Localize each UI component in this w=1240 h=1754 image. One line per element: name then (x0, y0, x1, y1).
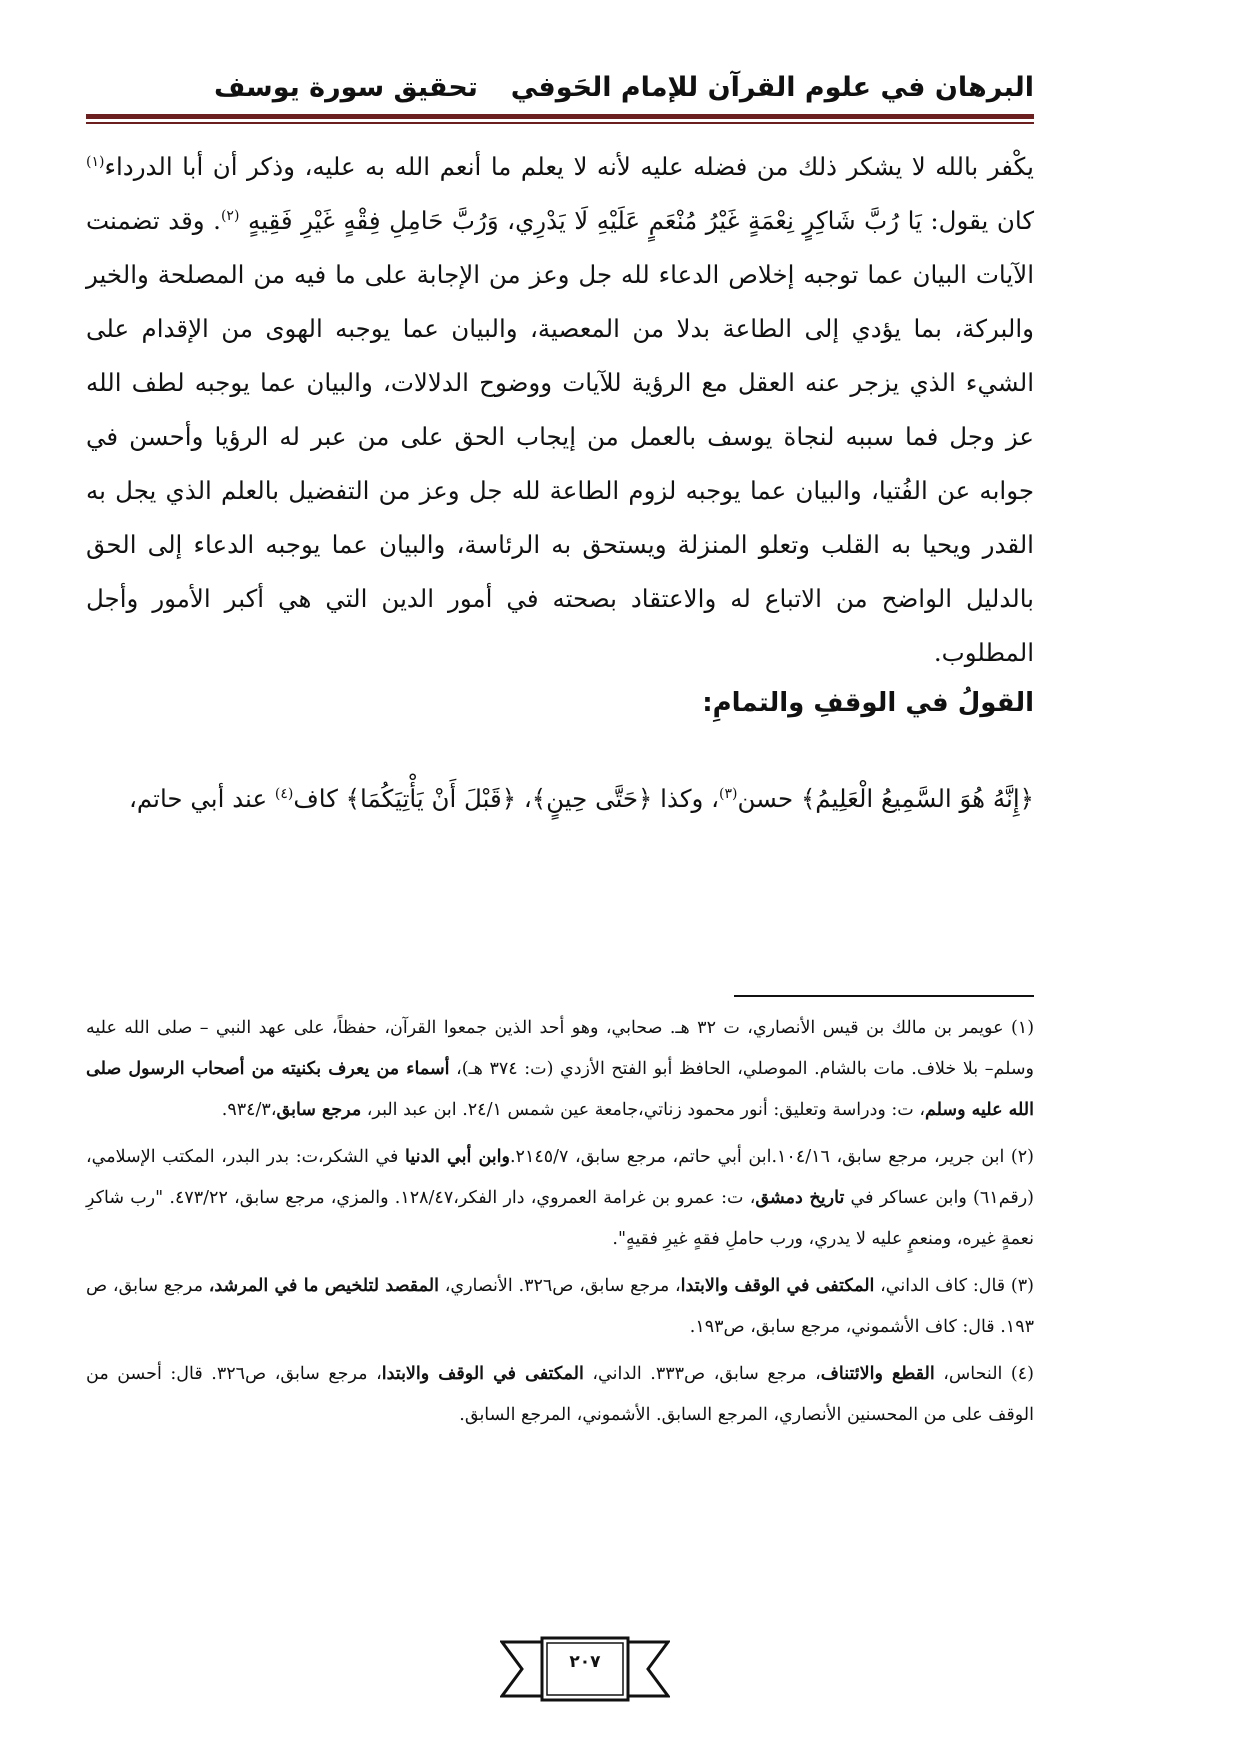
footnote-2-text: (٢) ابن جرير، مرجع سابق، ١٠٤/١٦.ابن أبي حاتم، مرجع سابق، ٢١٤٥/٧. (509, 1147, 1034, 1167)
section-heading: القولُ في الوقفِ والتمامِ: (702, 688, 1034, 718)
page-header (86, 64, 1034, 114)
footnote-marker-3: (٣) (719, 785, 738, 802)
footnote-1-bold-ref: مرجع سابق (276, 1100, 362, 1120)
footnote-2-bold-title: تاريخ دمشق (755, 1188, 845, 1208)
footnote-2-text-2: في الشكر،ت: بدر البدر، المكتب الإسلامي، (رقم٦١) وابن عساكر في (86, 1147, 1034, 1208)
footnote-4-text-2: ، مرجع سابق، ص٣٣٣. الداني، (583, 1364, 821, 1384)
footnote-1-text: (١) عويمر بن مالك بن قيس الأنصاري، ت ٣٢ هـ. صحابي، وهو أحد الذين جمعوا القرآن، حفظاً، على عهد النبي – صلى الله عليه وسلم– بلا خلاف. مات بالشام. الموصلي، الحافظ أبو الفتح الأزدي (ت: ٣٧٤ هـ)، (86, 1018, 1035, 1079)
footnote-2-text-3: ، ت: عمرو بن غرامة العمروي، دار الفكر،١٢٨/٤٧. والمزي، مرجع سابق، ٤٧٣/٢٢. "رب شاكرِ نعمةٍ غيره، ومنعمٍ عليه لا يدري، ورب حاملِ فقهٍ غيرِ فقيهٍ". (86, 1188, 1034, 1249)
footnote-3-bold-title-2: المقصد لتلخيص ما في المرشد، (208, 1276, 439, 1296)
body-line-2: كان يقول: يَا رُبَّ شَاكِرٍ نِعْمَةٍ غَيْرُ مُنْعَمٍ عَلَيْهِ لَا يَدْرِي، وَرُبَّ حَامِلِ فِقْهٍ غَيْرِ فَقِيهٍ (247, 206, 1034, 235)
header-rule-thick (86, 114, 1034, 119)
verse-part-1: ﴿إِنَّهُ هُوَ السَّمِيعُ الْعَلِيمُ﴾ حسن (737, 784, 1034, 813)
footnote-marker-4: (٤) (274, 785, 294, 802)
section-title: تحقيق سورة يوسف (214, 72, 478, 103)
footnotes (86, 1008, 1034, 1442)
footnote-2 (86, 1137, 1034, 1260)
footnote-marker-1: (١) (86, 153, 105, 170)
footnote-1-bold-title: أسماء من يعرف بكنيته من أصحاب الرسول صلى الله عليه وسلم (86, 1059, 1034, 1120)
verse-part-3: عند أبي حاتم، (128, 784, 275, 813)
footnote-4-bold-title-2: المكتفى في الوقف والابتدا (381, 1364, 584, 1384)
book-title: البرهان في علوم القرآن للإمام الحَوفي (510, 72, 1034, 103)
header-rule-thin (86, 122, 1034, 124)
page-number: ٢٠٧ (569, 1652, 601, 1672)
body-line-1: يكْفر بالله لا يشكر ذلك من فضله عليه لأنه لا يعلم ما أنعم الله به عليه، وذكر أن أبا الدرداء (104, 152, 1034, 181)
footnote-2-bold-author: وابن أبي الدنيا (405, 1147, 510, 1167)
footnote-3 (86, 1266, 1034, 1348)
footnote-3-text-2: ، مرجع سابق، ص٣٢٦. الأنصاري، (438, 1276, 681, 1296)
footnote-4-text: (٤) النحاس، (934, 1364, 1034, 1384)
footnote-3-bold-title: المكتفى في الوقف والابتدا (680, 1276, 875, 1296)
footnote-1-text-2: ، ت: ودراسة وتعليق: أنور محمود زناتي،جامعة عين شمس ٢٤/١. ابن عبد البر، (361, 1100, 925, 1120)
footnote-4 (86, 1354, 1034, 1436)
verse-part-2: ، وكذا ﴿حَتَّى حِينٍ﴾، ﴿قَبْلَ أَنْ يَأْتِيَكُمَا﴾ كاف (293, 784, 720, 813)
footnote-4-text-3: ، مرجع سابق، ص٣٢٦. قال: أحسن من الوقف على من المحسنين الأنصاري، المرجع السابق. الأشموني، المرجع السابق. (86, 1364, 1034, 1425)
body-line-3: . وقد تضمنت الآيات البيان عما توجبه إخلاص الدعاء لله جل وعز من الإجابة على ما فيه من المصلحة والخير والبركة، بما يؤدي إلى الطاعة بدلا من المعصية، والبيان عما يوجبه الهوى من الإقدام على الشيء الذي يزجر عنه العقل مع الرؤية للآيات ووضوح الدلالات، والبيان عما يوجبه لطف الله عز وجل فما سببه لنجاة يوسف بالعمل من إيجاب الحق على من عبر له الرؤيا وأحسن في جوابه عن الفُتيا، والبيان عما يوجبه لزوم الطاعة لله جل وعز من التفضيل بالعلم الذي يجل به القدر ويحيا به القلب وتعلو المنزلة ويستحق به الرئاسة، والبيان عما يوجبه الدعاء إلى الحق بالدليل الواضح من الاتباع له والاعتقاد بصحته في أمور الدين التي هي أكبر الأمور وأجل المطلوب. (86, 206, 1034, 667)
footnote-1-text-3: ،٩٣٤/٣. (221, 1100, 277, 1120)
main-paragraph (86, 140, 1034, 680)
footnote-1 (86, 1008, 1034, 1131)
footnote-4-bold-title: القطع والائتناف (820, 1364, 935, 1384)
footnote-marker-2: (٢) (220, 207, 240, 224)
footnote-separator (734, 995, 1034, 997)
verse-paragraph (86, 770, 1034, 828)
footnote-3-text: (٣) قال: كاف الداني، (874, 1276, 1034, 1296)
footnote-3-text-3: مرجع سابق، ص ١٩٣. قال: كاف الأشموني، مرجع سابق، ص١٩٣. (86, 1276, 1034, 1337)
